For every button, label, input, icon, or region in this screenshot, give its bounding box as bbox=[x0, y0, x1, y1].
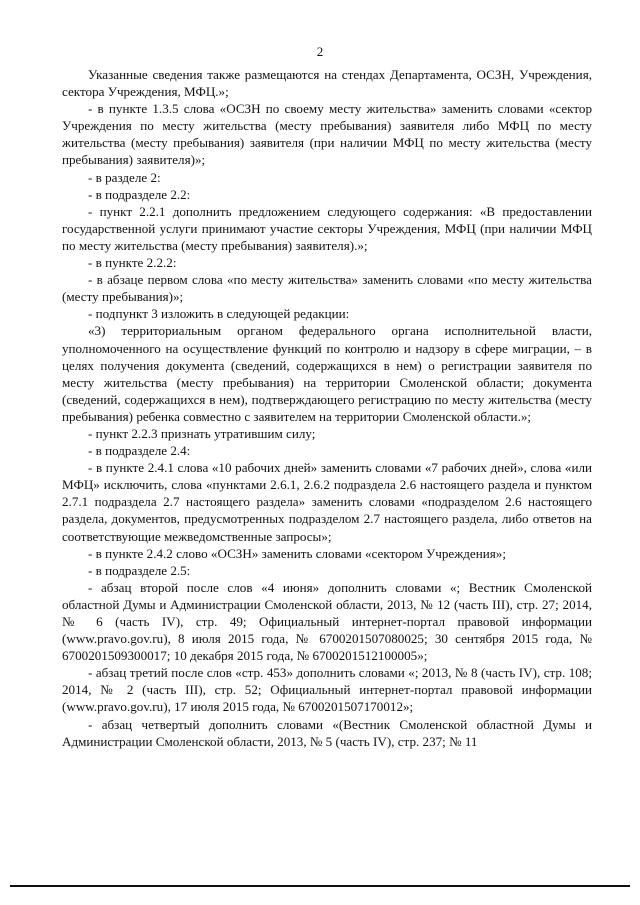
paragraph: - в пункте 1.3.5 слова «ОСЗН по своему месту жительства» заменить словами «сектор Учреждения по месту жительства (месту пребывания) заявителя либо МФЦ по месту жительства (месту пребывания) заявителя (при наличии МФЦ по месту жительства (месту пребывания) заявителя)»; bbox=[62, 101, 592, 168]
paragraph: «3) территориальным органом федерального органа исполнительной власти, уполномоченного на осуществление функций по контролю и надзору в сфере миграции, – в целях получения документа (сведений, содержащихся в нем) о регистрации заявителя по месту жительства (месту пребывания) на территории Смоленской области; документа (сведений, содержащихся в нем), подтверждающего регистрацию по месту жительства (месту пребывания) ребенка совместно с заявителем на территории Смоленской области.»; bbox=[62, 323, 592, 424]
paragraph: - абзац третий после слов «стр. 453» дополнить словами «; 2013, № 8 (часть IV), стр. 108; 2014, № 2 (часть III), стр. 52; Официальный интернет-портал правовой информации (www.pravo.gov.ru), 17 июля 2015 года, № 6700201507170012»; bbox=[62, 665, 592, 715]
paragraph: - в подразделе 2.2: bbox=[88, 186, 191, 202]
footer-rule bbox=[10, 885, 630, 887]
paragraph: - абзац четвертый дополнить словами «(Вестник Смоленской областной Думы и Администрации Смоленской области, 2013, № 5 (часть IV), стр. 237; № 11 bbox=[62, 716, 592, 749]
paragraph: Указанные сведения также размещаются на стендах Департамента, ОСЗН, Учреждения, сектора Учреждения, МФЦ.»; bbox=[62, 67, 592, 100]
paragraph: - в разделе 2: bbox=[88, 169, 161, 185]
paragraph: - в пункте 2.2.2: bbox=[88, 255, 177, 271]
paragraph: - в абзаце первом слова «по месту жительства» заменить словами «по месту жительства (месту пребывания)»; bbox=[62, 272, 592, 305]
paragraph: - пункт 2.2.1 дополнить предложением следующего содержания: «В предоставлении государственной услуги принимают участие секторы Учреждения, МФЦ (при наличии МФЦ по месту жительства (месту пребывания) заявителя).»; bbox=[62, 203, 592, 253]
paragraph: - пункт 2.2.3 признать утратившим силу; bbox=[88, 425, 316, 441]
paragraph: - абзац второй после слов «4 июня» дополнить словами «; Вестник Смоленской областной Думы и Администрации Смоленской области, 2013, № 12 (часть III), стр. 27; 2014, № 6 (часть IV), стр. 49; Официальный интернет-портал правовой информации (www.pravo.gov.ru), 8 июля 2015 года, № 6700201507080025; 30 сентября 2015 года, № 6700201509300017; 10 декабря 2015 года, № 6700201512100005»; bbox=[62, 579, 592, 664]
paragraph: - в пункте 2.4.1 слова «10 рабочих дней» заменить словами «7 рабочих дней», слова «или МФЦ» исключить, слова «пунктами 2.6.1, 2.6.2 подраздела 2.6 настоящего раздела и пунктом 2.7.1 подраздела 2.7 настоящего раздела» заменить словами «подразделом 2.6 настоящего раздела, документов, предусмотренных подразделом 2.7 настоящего раздела, либо ответов на соответствующие межведомственные запросы»; bbox=[62, 460, 592, 544]
paragraph: - в подразделе 2.5: bbox=[88, 562, 191, 578]
page-number: 2 bbox=[316, 44, 324, 59]
document-body bbox=[62, 66, 592, 750]
paragraph: - в пункте 2.4.2 слово «ОСЗН» заменить словами «сектором Учреждения»; bbox=[88, 545, 506, 561]
paragraph: - подпункт 3 изложить в следующей редакции: bbox=[88, 306, 350, 322]
paragraph: - в подразделе 2.4: bbox=[88, 443, 191, 459]
